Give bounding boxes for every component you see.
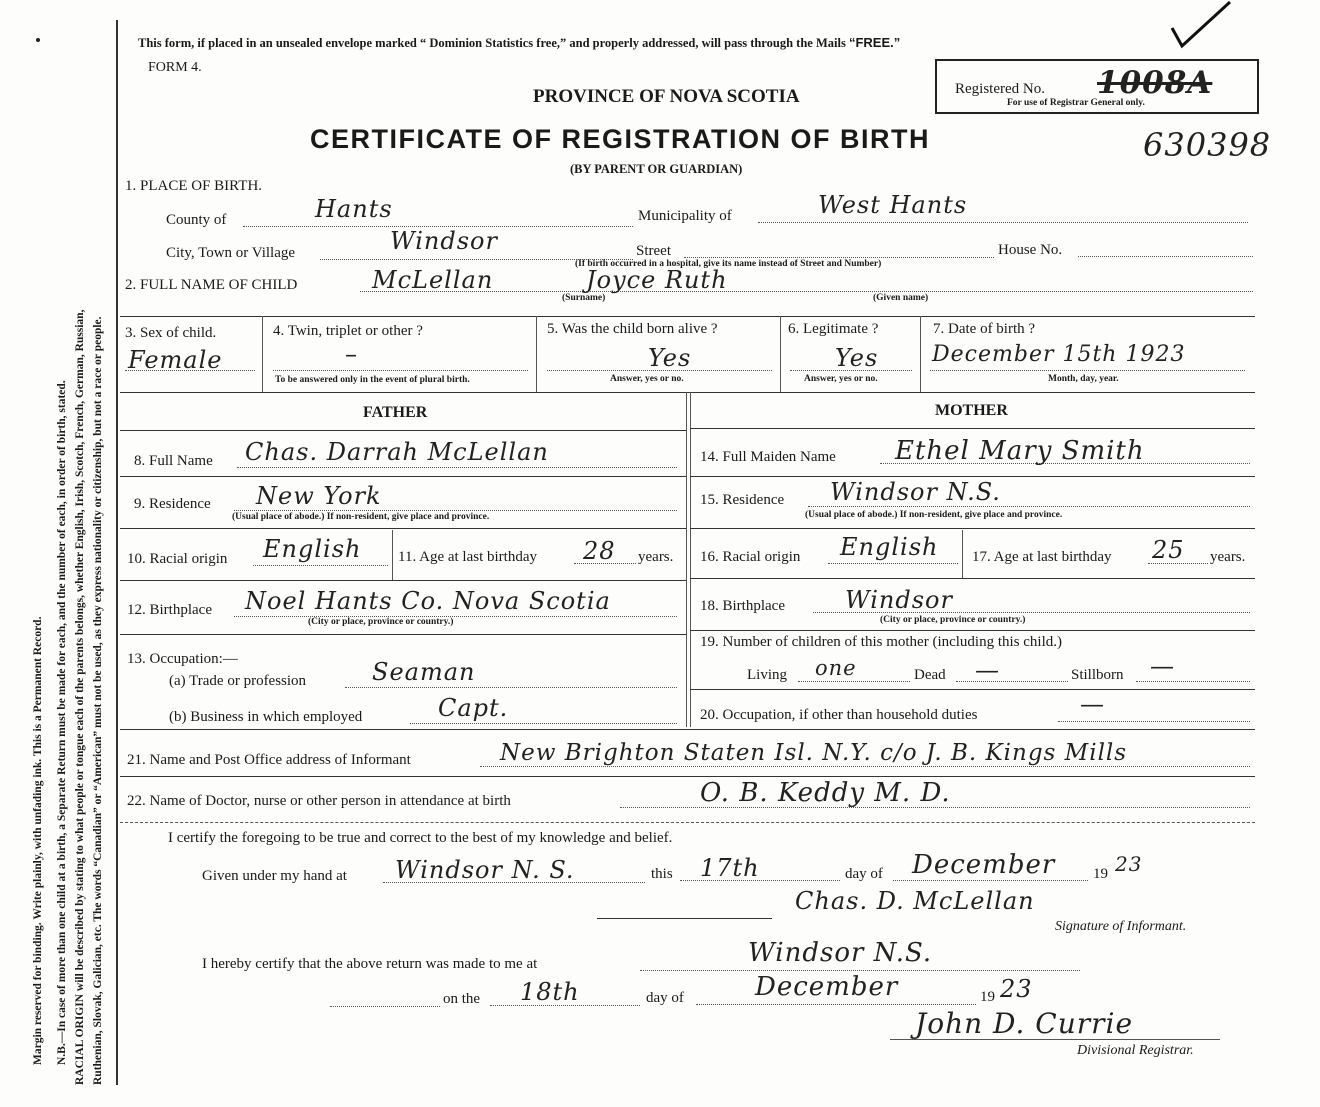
hospital-note: (If birth occurred in a hospital, give its name instead of Street and Number) (575, 259, 882, 269)
dead-label: Dead (914, 667, 946, 683)
county-value: Hants (315, 195, 393, 223)
mother-residence-value: Windsor N.S. (830, 478, 1001, 506)
registration-day-of-label: day of (646, 990, 684, 1006)
born-alive-value: Yes (648, 344, 692, 372)
city-value: Windsor (390, 227, 498, 255)
living-label: Living (747, 667, 787, 683)
city-label: City, Town or Village (166, 245, 296, 261)
margin-note-binding: Margin reserved for binding. Write plainly, with unfading ink. This is a Permanent Record. (32, 616, 44, 1065)
legitimate-label: 6. Legitimate ? (788, 321, 879, 337)
day-of-label: day of (845, 866, 883, 882)
twin-note: To be answered only in the event of plural birth. (275, 375, 470, 385)
father-heading: FATHER (363, 404, 428, 421)
registrar-place-value: Windsor N.S. (748, 938, 933, 968)
checkmark-icon (1168, 0, 1238, 50)
margin-dot (36, 38, 40, 42)
document-subtitle: (BY PARENT OR GUARDIAN) (570, 162, 743, 176)
father-residence-value: New York (256, 482, 382, 510)
municipality-label: Municipality of (638, 208, 732, 224)
registered-no-label: Registered No. (955, 81, 1045, 97)
registered-no-value: 1008A (1097, 65, 1213, 101)
registration-year-value: 23 (1000, 975, 1033, 1003)
registration-year-prefix: 19 (980, 989, 995, 1005)
municipality-value: West Hants (818, 191, 968, 219)
mother-name-label: 14. Full Maiden Name (700, 449, 836, 465)
registrar-signature: John D. Currie (915, 1007, 1134, 1040)
father-birthplace-value: Noel Hants Co. Nova Scotia (245, 587, 611, 615)
mother-birthplace-label: 18. Birthplace (700, 598, 785, 614)
province-title: PROVINCE OF NOVA SCOTIA (533, 86, 800, 107)
stillborn-label: Stillborn (1071, 667, 1124, 683)
father-occupation-label: 13. Occupation:— (127, 651, 238, 667)
father-business-label: (b) Business in which employed (169, 709, 363, 725)
legitimate-value: Yes (835, 344, 879, 372)
date-of-birth-label: 7. Date of birth ? (933, 321, 1036, 337)
mailing-note: This form, if placed in an unsealed envelope marked “ Dominion Statistics free,” and properly addressed, will pass through the Mails “FREE.” (138, 35, 901, 50)
given-name-note: (Given name) (873, 293, 929, 303)
legitimate-note: Answer, yes or no. (804, 374, 878, 384)
born-alive-label: 5. Was the child born alive ? (547, 321, 718, 337)
father-name-label: 8. Full Name (134, 453, 213, 469)
place-of-birth-heading: 1. PLACE OF BIRTH. (125, 178, 263, 194)
child-name-label: 2. FULL NAME OF CHILD (125, 277, 298, 293)
sex-label: 3. Sex of child. (125, 325, 217, 341)
father-residence-note: (Usual place of abode.) If non-resident, give place and province. (232, 512, 490, 522)
father-birthplace-label: 12. Birthplace (127, 602, 212, 618)
dead-value: — (975, 656, 1000, 684)
sex-value: Female (128, 346, 223, 374)
given-month-value: December (912, 850, 1056, 880)
informant-value: New Brighton Staten Isl. N.Y. c/o J. B. Kings Mills (500, 740, 1128, 766)
given-day-value: 17th (700, 854, 760, 882)
registration-day-value: 18th (520, 978, 580, 1006)
father-years-label: years. (638, 549, 674, 565)
father-age-label: 11. Age at last birthday (398, 549, 537, 565)
twin-label: 4. Twin, triplet or other ? (273, 323, 423, 339)
registrar-use-note: For use of Registrar General only. (1007, 98, 1145, 108)
mother-heading: MOTHER (935, 402, 1008, 419)
registered-number-box (935, 59, 1259, 114)
binding-margin-line (116, 20, 118, 1085)
certification-statement: I certify the foregoing to be true and correct to the best of my knowledge and belief. (168, 830, 673, 846)
mother-racial-value: English (840, 533, 939, 561)
house-no-label: House No. (998, 242, 1063, 258)
form-number: FORM 4. (148, 60, 202, 75)
child-given-name-value: Joyce Ruth (586, 266, 728, 294)
informant-signature: Chas. D. McLellan (795, 887, 1035, 915)
registrar-statement: I hereby certify that the above return was made to me at (202, 956, 538, 972)
father-trade-value: Seaman (372, 658, 476, 686)
mother-occupation-value: — (1080, 690, 1105, 718)
date-of-birth-note: Month, day, year. (1048, 374, 1119, 384)
divisional-registrar-label: Divisional Registrar. (1077, 1043, 1194, 1058)
child-surname-value: McLellan (372, 266, 494, 294)
stamp-number: 630398 (1143, 126, 1272, 164)
margin-note-racial-origin-2: Ruthenian, Slovak, Galician, etc. The words “Canadian” or “American” must not be used, as they express nationality or citizenship, but not a race or people. (92, 316, 104, 1085)
father-birthplace-note: (City or place, province or country.) (308, 617, 454, 627)
informant-label: 21. Name and Post Office address of Informant (127, 752, 411, 768)
born-alive-note: Answer, yes or no. (610, 374, 684, 384)
twin-value: – (345, 340, 358, 368)
given-place-value: Windsor N. S. (395, 856, 575, 884)
mother-residence-label: 15. Residence (700, 492, 785, 508)
mother-racial-label: 16. Racial origin (700, 549, 801, 565)
county-label: County of (166, 212, 227, 228)
living-value: one (815, 656, 857, 680)
this-label: this (651, 866, 673, 882)
margin-note-racial-origin-1: RACIAL ORIGIN will be described by stating to what people or tongue each of the parents belongs, whether English, Irish, Scotch, French, German, Russian, (74, 309, 86, 1085)
mother-age-label: 17. Age at last birthday (972, 549, 1112, 565)
mother-name-value: Ethel Mary Smith (895, 436, 1145, 466)
mother-children-label: 19. Number of children of this mother (including this child.) (700, 634, 1063, 650)
doctor-value: O. B. Keddy M. D. (700, 778, 951, 808)
father-residence-label: 9. Residence (134, 496, 211, 512)
date-of-birth-value: December 15th 1923 (932, 342, 1186, 367)
mother-birthplace-note: (City or place, province or country.) (880, 615, 1026, 625)
given-year-prefix: 19 (1093, 866, 1108, 882)
document-title: CERTIFICATE OF REGISTRATION OF BIRTH (310, 124, 930, 154)
father-name-value: Chas. Darrah McLellan (245, 438, 549, 466)
mother-years-label: years. (1210, 549, 1246, 565)
given-year-value: 23 (1115, 852, 1143, 876)
street-label: Street (636, 243, 671, 259)
mother-residence-note: (Usual place of abode.) If non-resident, give place and province. (805, 510, 1063, 520)
father-racial-value: English (263, 535, 362, 563)
father-trade-label: (a) Trade or profession (169, 673, 307, 689)
on-the-label: on the (443, 991, 481, 1007)
doctor-label: 22. Name of Doctor, nurse or other person in attendance at birth (127, 793, 511, 809)
father-age-value: 28 (583, 537, 616, 565)
father-racial-label: 10. Racial origin (127, 551, 228, 567)
mother-age-value: 25 (1152, 536, 1185, 564)
given-under-hand-label: Given under my hand at (202, 868, 347, 884)
surname-note: (Surname) (562, 293, 606, 303)
stillborn-value: — (1150, 652, 1175, 680)
mother-birthplace-value: Windsor (845, 586, 953, 614)
mother-occupation-label: 20. Occupation, if other than household duties (700, 707, 978, 723)
father-business-value: Capt. (438, 694, 509, 722)
informant-signature-label: Signature of Informant. (1055, 919, 1187, 934)
margin-note-multiple-births: N.B.—In case of more than one child at a birth, a Separate Return must be made for each, and the number of each, in order of birth, stated. (56, 380, 68, 1065)
registration-month-value: December (755, 972, 899, 1002)
